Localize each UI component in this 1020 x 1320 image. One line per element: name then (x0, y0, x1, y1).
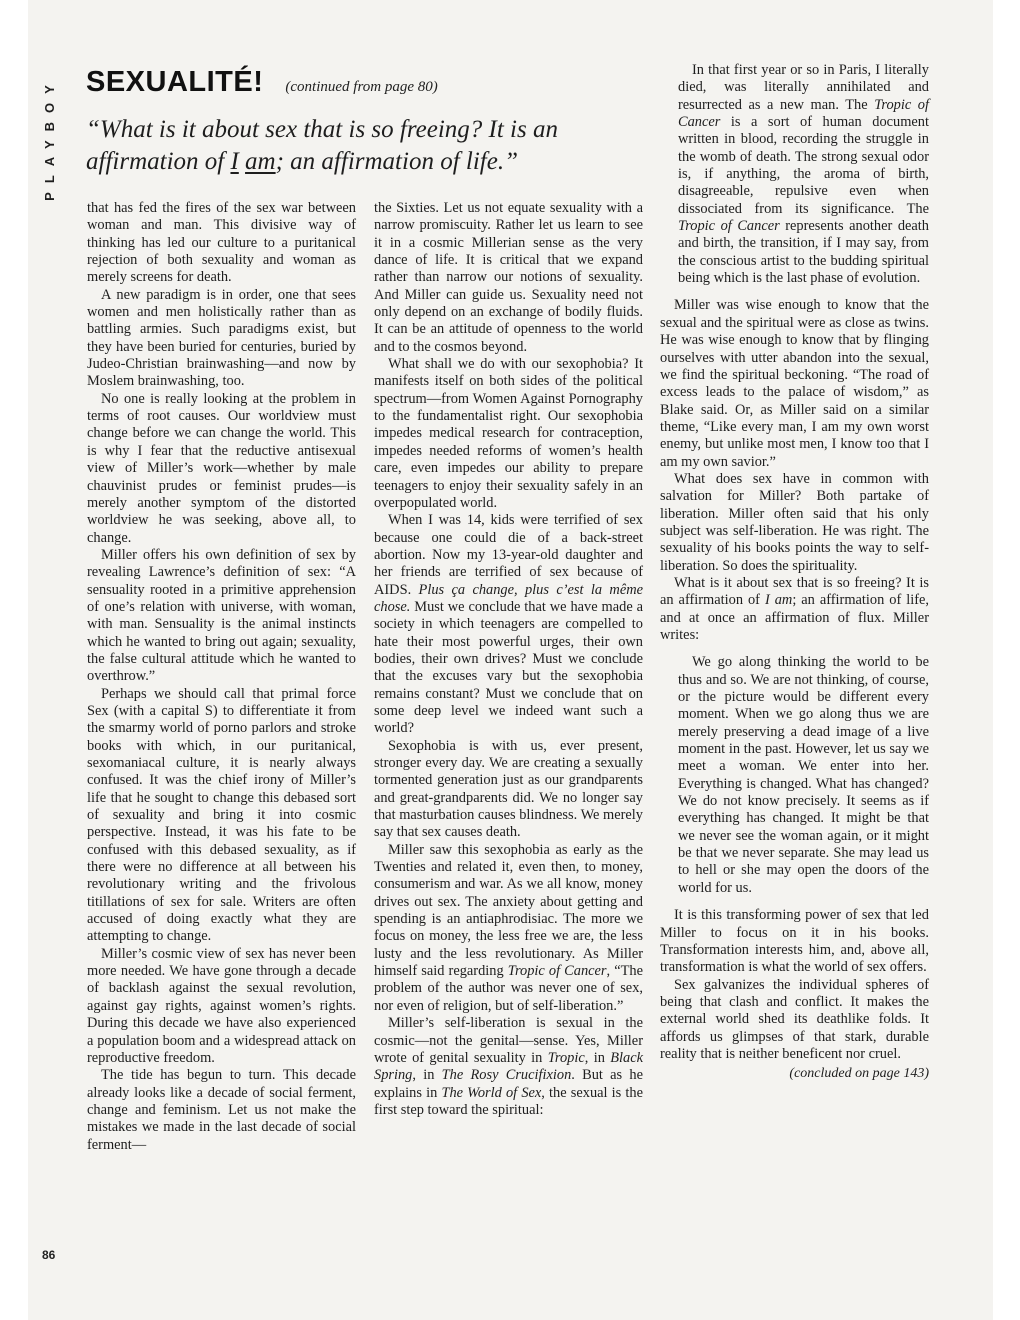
article-header (86, 66, 438, 99)
italic-phrase: I am (764, 592, 793, 609)
italic-phrase: Plus ça change, plus c’est la même chose. (374, 581, 643, 615)
concluded-note: (concluded on page 143) (789, 1066, 929, 1082)
magazine-name: PLAYBOY (41, 75, 57, 201)
paragraph (374, 1015, 643, 1119)
article-column-3 (660, 62, 929, 1083)
page-number: 86 (42, 1248, 56, 1262)
pull-quote-text-b: ; an affirmation of life.” (275, 148, 518, 175)
paragraph: It is this transforming power of sex that led Miller to focus on it in his books. Transformation interests him, and, above all, transformation is what the world of sex offers. (660, 907, 929, 976)
pull-quote (86, 114, 646, 178)
text-run: Miller saw this sexophobia as early as the Twenties and related it, even then, to money, consumerism and war. As we all know, money drives out sex. The anxiety about getting and spending is an antiaphrodisiac. The more we focus on money, the less free we are, the less lusty and the less revolutionary. As Miller himself said regarding (374, 841, 643, 980)
paragraph: A new paradigm is in order, one that sees women and men holistically rather than as battling armies. Such paradigms exist, but they have been buried for centuries, buried by Judeo-Christian brainwashing—and now by Moslem brainwashing, too. (87, 286, 356, 390)
block-quote (678, 62, 929, 287)
pull-quote-text-a: “What is it about sex that is so freeing? It is an affirmation of (86, 116, 558, 175)
pull-quote-am: am (245, 148, 276, 175)
text-run: , in (412, 1067, 442, 1084)
text-run: , in (584, 1049, 611, 1066)
text-run: , the sexual is the first step toward the spiritual: (374, 1084, 643, 1118)
paragraph: that has fed the fires of the sex war between woman and man. This divisive way of thinking has led our culture to a puritanical rejection of both sexuality and woman as merely screens for death. (87, 200, 356, 286)
text-run: ; an affirmation of life, and at once an affirmation of flux. Miller writes: (660, 592, 929, 643)
article-column-1 (87, 200, 356, 1154)
book-title: Tropic of Cancer (678, 96, 930, 131)
magazine-brand-sidebar (40, 58, 58, 218)
text-run: What is it about sex that is so freeing? It is an affirmation of (660, 574, 929, 609)
text-run: Miller’s self-liberation is sexual in the cosmic—not the genital—sense. Yes, Miller wrote of genital sexuality in (374, 1015, 643, 1066)
pull-quote-i: I (230, 148, 239, 175)
paragraph: What shall we do with our sexophobia? It manifests itself on both sides of the political spectrum—from Women Against Pornography to the fundamentalist right. Our sexophobia impedes medical research for contraception, impedes needed reforms of women’s health care, even impedes our ability to prepare teenagers to enjoy their sexuality safely in an overpopulated world. (374, 356, 643, 511)
text-run: . But as he explains in (374, 1067, 643, 1101)
text-run: When I was 14, kids were terrified of sex because one could die of a back-street abortion. Now my 13-year-old daughter and her friends are terrified of sex because of AIDS. (374, 512, 643, 598)
paragraph: the Sixties. Let us not equate sexuality with a narrow promiscuity. Rather let us learn to see it in a cosmic Millerian sense as the very dance of life. It is critical that we expand rather than narrow our notions of sexuality. And Miller can guide us. Sexuality need not only depend on an exchange of bodily fluids. It can be an attitude of openness to the world and to the cosmos beyond. (374, 200, 643, 355)
paragraph: Miller’s cosmic view of sex has never been more needed. We have gone through a decade of backlash against the sexual revolution, against gay rights, against women’s rights. During this decade we have also experienced a population boom and a widespread attack on reproductive freedom. (87, 945, 356, 1066)
paragraph: Sexophobia is with us, ever present, stronger every day. We are creating a sexually tormented generation just as our grandparents and great-grandparents did. We no longer say that masturbation causes blindness. We merely say that sex causes death. (374, 737, 643, 841)
paragraph: Perhaps we should call that primal force Sex (with a capital S) to differentiate it from the smarmy world of porno parlors and stroke books with which, in our puritanical, sexomaniacal culture, it is nearly always confused. It was the chief irony of Miller’s life that he sought to change this debased sort of sexuality and bring it into cosmic perspective. Instead, it was his fate to be confused with this debased sexuality, as if there were no difference at all between his revolutionary writing and the frivolous titillations of sex for sale. Writers are often accused of doing exactly what they are attempting to change. (87, 685, 356, 945)
paragraph: Miller was wise enough to know that the sexual and the spiritual were as close as twins. He was wise enough to know that by flinging ourselves with utter abandon into the sexual, we find the spiritual beckoning. “The road of excess leads to the palace of wisdom,” as Blake said. Or, as Miller said on a similar theme, “Like every man, I am my own worst enemy, but unlike most men, I know too that I am my own savior.” (660, 297, 929, 470)
article-title: SEXUALITÉ! (86, 66, 264, 98)
paragraph (660, 575, 929, 644)
paragraph: No one is really looking at the problem in terms of root causes. Our worldview must change before we can change the world. This is why I fear that the reductive antisexual view of Miller’s work—whether by male chauvinist prudes or feminist prudes—is merely another symptom of the distorted worldview he was seeking, above all, to change. (87, 390, 356, 546)
paragraph: The tide has begun to turn. This decade already looks like a decade of social ferment, change and feminism. Let us not make the mistakes we made in the last decade of social ferment— (87, 1067, 356, 1153)
book-title: The World of Sex (441, 1084, 542, 1101)
continued-note: (continued from page 80) (285, 79, 438, 95)
paragraph (374, 512, 643, 737)
text-run: is a sort of human document written in blood, recording the struggle in the womb of death. The strong sexual odor is, if anything, the aroma of birth, disagreeable, repulsive even when dissociated from its significance. The (678, 114, 929, 217)
text-run: Must we conclude that we have made a society in which teenagers are compelled to hate their most powerful urges, their own bodies, their own drives? Must we conclude that the excuses vary but the sexophobia remains constant? Must we conclude that on some deep level we indeed want such a world? (374, 598, 643, 737)
paragraph (374, 842, 643, 1015)
paragraph: Sex galvanizes the individual spheres of being that clash and conflict. It makes the external world shed its deathlike folds. It affords us glimpses of that stark, durable reality that is neither beneficent nor cruel. (660, 976, 929, 1062)
paragraph: What does sex have in common with salvation for Miller? Both partake of liberation. Miller often said that his only subject was self-liberation. He was right. The sexuality of his books points the way to self-liberation. So does the spirituality. (660, 470, 929, 574)
paragraph: Miller offers his own definition of sex by revealing Lawrence’s definition of sex: “A sensuality rooted in a primitive apprehension of one’s relation with universe, with woman, with man. Sensuality is the animal instincts which he wanted to bring out again; sexuality, the false cultural attitude which he wanted to overthrow.” (87, 546, 356, 685)
book-title: Black Spring (374, 1049, 643, 1084)
text-run: , “The problem of the author was never one of sex, nor even of religion, but of self-liberation.” (374, 963, 643, 1014)
text-run: represents another death and birth, the transition, if I may say, from the conscious artist to the budding spiritual being which is the last phase of evolution. (678, 218, 929, 287)
book-title: The Rosy Crucifixion (441, 1067, 572, 1084)
book-title: Tropic (547, 1049, 585, 1066)
article-column-2 (374, 200, 643, 1119)
book-title: Tropic of Cancer (678, 218, 780, 235)
book-title: Tropic of Cancer (507, 963, 607, 980)
block-quote: We go along thinking the world to be thus and so. We are not thinking, of course, or the picture would be different every moment. When we go along thus we are merely preserving a dead image of a live moment in the past. However, let us say we meet a woman. We enter into her. Everything is changed. What has changed? We do not know precisely. It seems as if everything has changed. It might be that we never see the woman again, or it might be that we never separate. She may lead us to hell or she may open the doors of the world for us. (678, 654, 929, 896)
text-run: In that first year or so in Paris, I literally died, was literally annihilated and resurrected as a new man. The (678, 62, 929, 113)
